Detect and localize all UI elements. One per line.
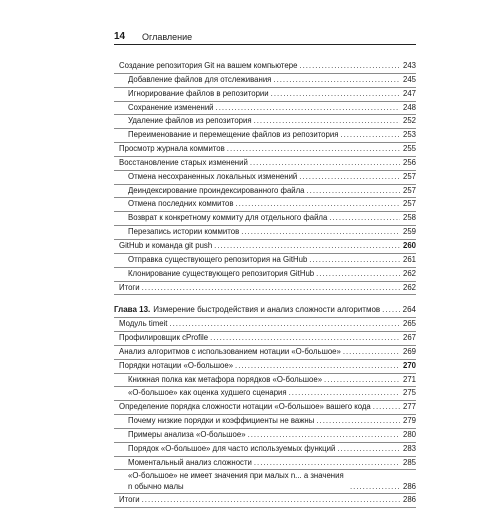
- toc-page-number: 252: [402, 116, 416, 126]
- toc-entry[interactable]: [114, 346, 416, 360]
- toc-entry-title: Игнорирование файлов в репозитории: [128, 88, 269, 98]
- dot-leader: [142, 494, 400, 507]
- dot-leader: [235, 198, 400, 211]
- toc-page-number: 286: [402, 481, 416, 491]
- toc-entry[interactable]: [114, 60, 416, 74]
- dot-leader: [299, 60, 400, 73]
- dot-leader: [337, 443, 400, 456]
- section-title: Оглавление: [142, 32, 193, 42]
- toc-entry-title: GitHub и команда git push: [119, 240, 213, 250]
- dot-leader: [169, 318, 400, 331]
- toc-entry-title: Удаление файлов из репозитория: [128, 116, 252, 126]
- toc-entry-title: Порядки нотации «О-большое»: [119, 360, 234, 370]
- dot-leader: [289, 387, 400, 400]
- toc-entry-title: Порядок «О-большое» для часто используемых функций: [128, 443, 336, 453]
- toc-entry-title: Книжная полка как метафора порядков «О-большое»: [128, 374, 323, 384]
- toc-entry-title: Почему низкие порядки и коэффициенты не важны: [128, 416, 315, 426]
- toc-entry[interactable]: [114, 494, 416, 508]
- toc-entry[interactable]: [114, 171, 416, 185]
- toc-page-number: 257: [402, 185, 416, 195]
- toc-page-number: 243: [402, 61, 416, 70]
- dot-leader: [235, 360, 400, 373]
- toc-page-number: 262: [402, 268, 416, 278]
- dot-leader: [254, 457, 400, 470]
- toc-page-number: 286: [402, 495, 416, 505]
- toc-entry[interactable]: [114, 254, 416, 268]
- toc-entry-title: Перезапись истории коммитов: [128, 227, 240, 237]
- dot-leader: [273, 74, 400, 87]
- toc-page-number: 256: [402, 157, 416, 167]
- toc-entry[interactable]: [114, 129, 416, 143]
- toc-page-number: 257: [402, 171, 416, 181]
- toc-entry-title: Добавление файлов для отслеживания: [128, 74, 272, 84]
- dot-leader: [309, 254, 400, 267]
- dot-leader: [307, 185, 400, 198]
- toc-entry-title: [114, 304, 380, 317]
- toc-entry-title: «О-большое» не имеет значения при малых n... а значения n обычно малы: [128, 471, 344, 491]
- dot-leader: [373, 401, 400, 414]
- toc-page-number: 247: [402, 88, 416, 98]
- toc-page-number: 261: [402, 254, 416, 264]
- toc-entry[interactable]: [114, 88, 416, 102]
- dot-leader: [214, 240, 400, 253]
- toc-entry[interactable]: [114, 443, 416, 457]
- toc-entry[interactable]: [114, 185, 416, 199]
- chapter-label: Глава 13.: [114, 305, 151, 315]
- dot-leader: [248, 429, 400, 442]
- toc-entry-title: Переименование и перемещение файлов из репозитория: [128, 130, 339, 140]
- toc-entry[interactable]: [114, 157, 416, 171]
- toc-entry[interactable]: [114, 374, 416, 388]
- toc-entry[interactable]: [114, 360, 416, 374]
- toc-page-number: 253: [402, 130, 416, 140]
- dot-leader: [250, 157, 400, 170]
- dot-leader: [340, 129, 400, 142]
- toc-entry-title: Создание репозитория Git на вашем компьютере: [119, 61, 298, 70]
- toc-page-number: 283: [402, 443, 416, 453]
- dot-leader: [271, 88, 400, 101]
- toc-entry[interactable]: [114, 457, 416, 471]
- toc-entry[interactable]: [114, 332, 416, 346]
- toc-page-number: 248: [402, 102, 416, 112]
- dot-leader: [210, 332, 400, 345]
- toc-entry[interactable]: [114, 212, 416, 226]
- toc-entry[interactable]: [114, 226, 416, 240]
- toc-entry[interactable]: [114, 143, 416, 157]
- toc-page-number: 265: [402, 319, 416, 329]
- dot-leader: [227, 143, 400, 156]
- toc-page-number: 270: [402, 360, 416, 370]
- toc-entry-title: Модуль timeit: [119, 319, 168, 329]
- dot-leader: [142, 282, 400, 295]
- toc-page-number: 280: [402, 429, 416, 439]
- toc-entry[interactable]: [114, 268, 416, 282]
- toc-entry-title: Отмена несохраненных локальных изменений: [128, 171, 298, 181]
- toc-chapter-row[interactable]: [114, 304, 416, 318]
- toc-page-number: 258: [402, 213, 416, 223]
- toc-entry[interactable]: [114, 387, 416, 401]
- dot-leader: [241, 226, 400, 239]
- toc-entry[interactable]: [114, 115, 416, 129]
- toc-page-number: 257: [402, 199, 416, 209]
- chapter-title: Измерение быстродействия и анализ сложности алгоритмов: [153, 305, 381, 315]
- toc-page-number: 285: [402, 457, 416, 467]
- dot-leader: [350, 481, 400, 494]
- toc-entry-title: Деиндексирование проиндексированного файла: [128, 185, 305, 195]
- toc-entry[interactable]: [114, 415, 416, 429]
- toc-entry-title: Восстановление старых изменений: [119, 157, 248, 167]
- toc-page-number: 275: [402, 388, 416, 398]
- toc-entry[interactable]: [114, 74, 416, 88]
- toc-entry[interactable]: [114, 429, 416, 443]
- dot-leader: [299, 171, 400, 184]
- dot-leader: [316, 268, 400, 281]
- toc-entry-title: Просмотр журнала коммитов: [119, 144, 225, 154]
- toc-entry-title: «О-большое» как оценка худшего сценария: [128, 388, 287, 398]
- toc-page-number: 260: [402, 240, 416, 250]
- toc-entry-title: Моментальный анализ сложности: [128, 457, 252, 467]
- toc-page-number: 255: [402, 144, 416, 154]
- toc-page-number: 245: [402, 74, 416, 84]
- toc-entry[interactable]: [114, 198, 416, 212]
- toc-entry[interactable]: [114, 240, 416, 254]
- page-header: [114, 26, 416, 45]
- page-number: 14: [114, 31, 126, 42]
- toc-entry[interactable]: [114, 102, 416, 116]
- dot-leader: [382, 304, 400, 317]
- toc-entry[interactable]: [114, 282, 416, 296]
- toc-entry[interactable]: [114, 470, 416, 494]
- table-of-contents: [114, 60, 416, 508]
- toc-page-number: 269: [402, 346, 416, 356]
- dot-leader: [216, 102, 400, 115]
- toc-entry-title: Определение порядка сложности нотации «О-большое» вашего кода: [119, 402, 371, 412]
- toc-page-number: 279: [402, 416, 416, 426]
- toc-page-number: 262: [402, 282, 416, 292]
- toc-entry-title: Отмена последних коммитов: [128, 199, 234, 209]
- toc-page-number: 264: [402, 305, 416, 315]
- dot-leader: [316, 415, 400, 428]
- toc-entry-title: Примеры анализа «О-большое»: [128, 429, 246, 439]
- toc-entry[interactable]: [114, 318, 416, 332]
- dot-leader: [343, 346, 400, 359]
- toc-entry-title: Возврат к конкретному коммиту для отдельного файла: [128, 213, 328, 223]
- toc-entry[interactable]: [114, 401, 416, 415]
- dot-leader: [329, 212, 400, 225]
- toc-entry-title: Итоги: [119, 495, 140, 505]
- toc-entry-title: Профилировщик cProfile: [119, 333, 209, 343]
- toc-entry-title: Сохранение изменений: [128, 102, 214, 112]
- toc-page-number: 259: [402, 227, 416, 237]
- toc-entry-title: Итоги: [119, 282, 140, 292]
- toc-page-number: 277: [402, 402, 416, 412]
- toc-page-number: 267: [402, 333, 416, 343]
- toc-entry-title: Клонирование существующего репозитория GitHub: [128, 268, 315, 278]
- toc-entry-title: Анализ алгоритмов с использованием нотации «О-большое»: [119, 346, 341, 356]
- dot-leader: [324, 374, 400, 387]
- toc-entry-title: Отправка существующего репозитория на GitHub: [128, 254, 308, 264]
- dot-leader: [254, 115, 400, 128]
- toc-page-number: 271: [402, 374, 416, 384]
